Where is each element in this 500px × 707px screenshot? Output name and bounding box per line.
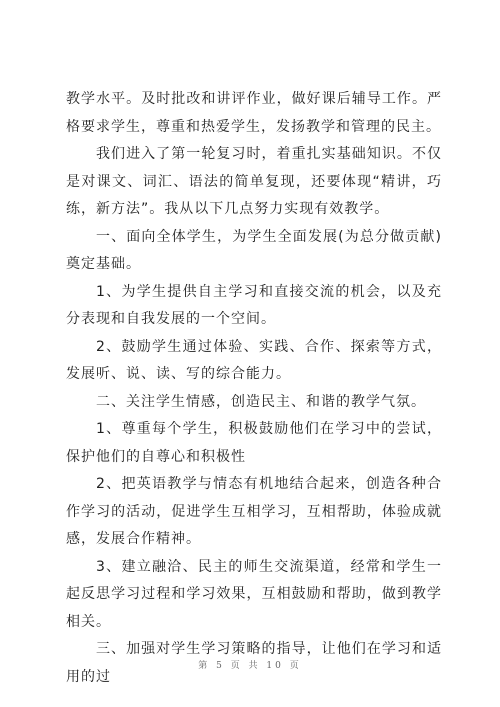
document-body <box>66 86 442 691</box>
paragraph: 三、加强对学生学习策略的指导，让他们在学习和适用的过 <box>66 641 442 685</box>
paragraph: 2、把英语教学与情态有机地结合起来，创造各种合作学习的活动，促进学生互相学习，互相帮助，体验成就感，发展合作精神。 <box>66 476 442 547</box>
paragraph: 3、建立融洽、民主的师生交流渠道，经常和学生一起反思学习过程和学习效果，互相鼓励和帮助，做到教学相关。 <box>66 558 442 630</box>
paragraph: 二、关注学生情感，创造民主、和谐的教学气氛。 <box>96 393 426 410</box>
page-number-footer: 第 5 页 共 10 页 <box>198 661 302 671</box>
paragraph: 我们进入了第一轮复习时，着重扎实基础知识。不仅是对课文、词汇、语法的简单复现，还要体现“精讲，巧练，新方法”。我从以下几点努力实现有效教学。 <box>66 146 442 217</box>
paragraph: 1、尊重每个学生，积极鼓励他们在学习中的尝试，保护他们的自尊心和积极性 <box>66 421 442 465</box>
paragraph: 1、为学生提供自主学习和直接交流的机会，以及充分表现和自我发展的一个空间。 <box>66 283 442 327</box>
paragraph: 教学水平。及时批改和讲评作业，做好课后辅导工作。严格要求学生，尊重和热爱学生，发扬教学和管理的民主。 <box>66 91 442 135</box>
paragraph: 2、鼓励学生通过体验、实践、合作、探索等方式，发展听、说、读、写的综合能力。 <box>66 338 442 382</box>
paragraph: 一、面向全体学生，为学生全面发展(为总分做贡献)奠定基础。 <box>66 228 442 272</box>
